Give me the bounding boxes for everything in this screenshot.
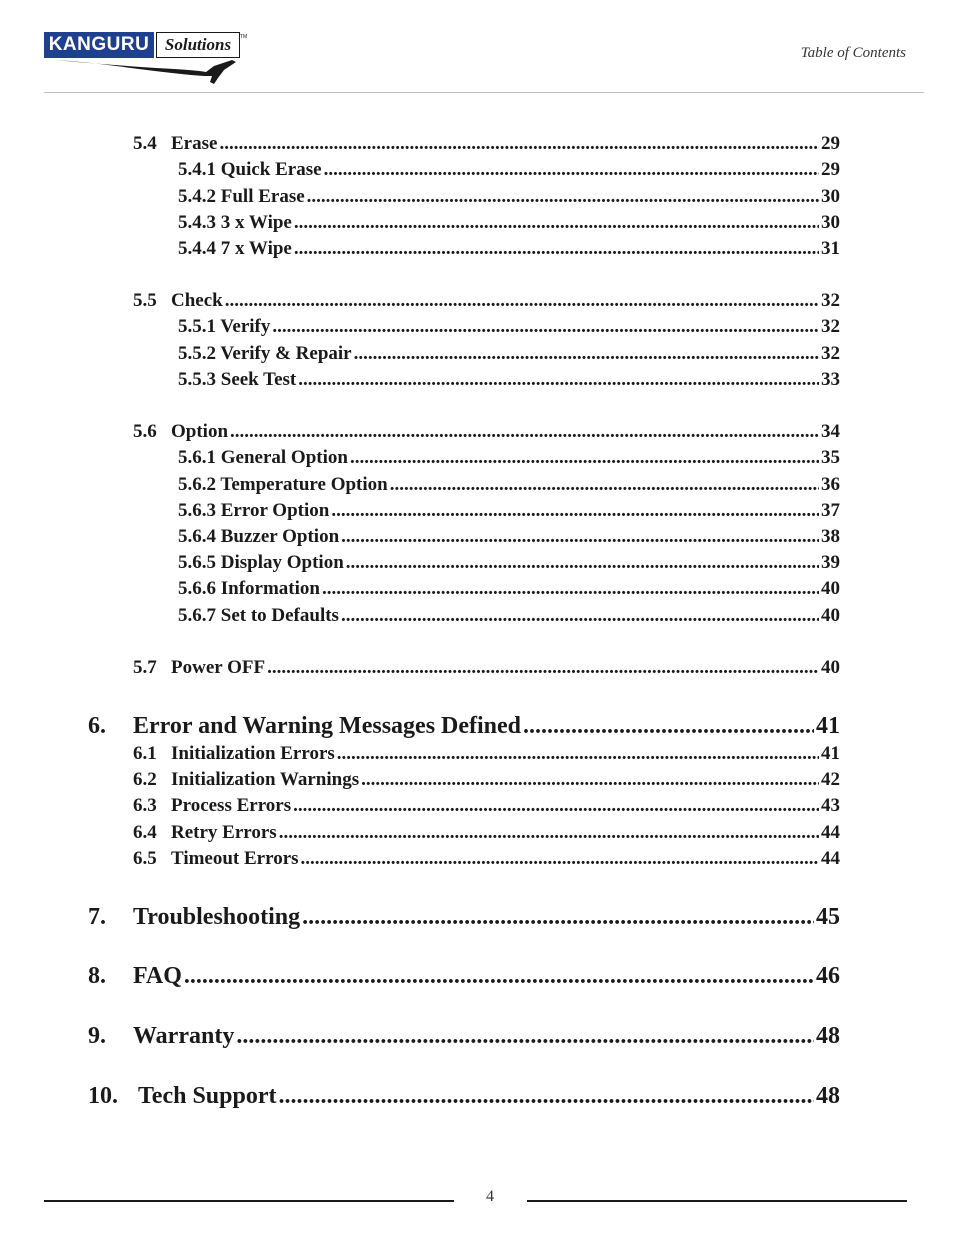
toc-label: 5.6.4 Buzzer Option (178, 526, 340, 547)
toc-page: 30 (821, 186, 840, 207)
toc-entry-5-4[interactable] (133, 133, 840, 155)
toc-number: 5.6 (133, 421, 157, 442)
toc-label: Timeout Errors (171, 848, 299, 869)
toc-label: 5.5.2 Verify & Repair (178, 343, 352, 364)
toc-chapter-8[interactable] (88, 963, 840, 990)
toc-entry-5-4-1[interactable] (178, 159, 840, 181)
toc-page: 31 (821, 238, 840, 259)
toc-number: 9. (88, 1023, 106, 1049)
toc-leader (294, 212, 819, 234)
toc-label: 5.4.2 Full Erase (178, 186, 305, 207)
toc-label: 5.5.1 Verify (178, 316, 271, 337)
toc-leader (307, 186, 819, 208)
toc-number: 6.3 (133, 795, 157, 816)
toc-page: 38 (821, 526, 840, 547)
toc-number: 6.5 (133, 848, 157, 869)
toc-leader (390, 474, 819, 496)
footer-divider-right (527, 1200, 907, 1202)
toc-entry-5-6-5[interactable] (178, 552, 840, 574)
toc-entry-6-2[interactable] (133, 769, 840, 791)
toc-label: 5.4.4 7 x Wipe (178, 238, 292, 259)
toc-page: 48 (816, 1023, 840, 1049)
toc-page: 40 (821, 657, 840, 678)
toc-number: 6.4 (133, 822, 157, 843)
toc-label: 5.6.1 General Option (178, 447, 348, 468)
toc-page: 45 (816, 904, 840, 930)
toc-label: 5.6.3 Error Option (178, 500, 330, 521)
toc-number: 6.2 (133, 769, 157, 790)
toc-leader (341, 605, 819, 627)
toc-label: 5.5.3 Seek Test (178, 369, 297, 390)
toc-page: 44 (821, 822, 840, 843)
toc-label: Initialization Errors (171, 743, 335, 764)
toc-leader (293, 795, 819, 817)
toc-label: Process Errors (171, 795, 292, 816)
toc-leader (331, 500, 819, 522)
toc-entry-5-5-3[interactable] (178, 369, 840, 391)
toc-label: 5.6.6 Information (178, 578, 320, 599)
toc-label: Troubleshooting (133, 904, 301, 930)
toc-chapter-7[interactable] (88, 904, 840, 931)
toc-page: 34 (821, 421, 840, 442)
toc-page: 40 (821, 578, 840, 599)
toc-label: Initialization Warnings (171, 769, 360, 790)
toc-leader (350, 447, 819, 469)
toc-entry-6-3[interactable] (133, 795, 840, 817)
toc-number: 7. (88, 904, 106, 930)
toc-leader (267, 657, 819, 679)
toc-label: Check (171, 290, 223, 311)
toc-entry-6-4[interactable] (133, 822, 840, 844)
toc-leader (322, 578, 819, 600)
page-number: 4 (486, 1188, 494, 1205)
toc-label: 5.6.5 Display Option (178, 552, 344, 573)
toc-leader (302, 904, 814, 931)
toc-entry-5-6-3[interactable] (178, 500, 840, 522)
toc-leader (341, 526, 819, 548)
toc-leader (279, 1083, 815, 1110)
toc-leader (236, 1023, 814, 1050)
toc-label: Option (171, 421, 229, 442)
toc-label: Retry Errors (171, 822, 277, 843)
toc-entry-6-1[interactable] (133, 743, 840, 765)
toc-leader (354, 343, 819, 365)
toc-leader (219, 133, 819, 155)
toc-entry-5-5-1[interactable] (178, 316, 840, 338)
toc-label: 5.6.2 Temperature Option (178, 474, 388, 495)
toc-label: Erase (171, 133, 218, 154)
toc-chapter-9[interactable] (88, 1023, 840, 1050)
footer-divider-left (44, 1200, 454, 1202)
toc-label: Power OFF (171, 657, 266, 678)
toc-page: 48 (816, 1083, 840, 1109)
logo-trademark: TM (240, 34, 248, 40)
toc-label: Error and Warning Messages Defined (133, 713, 522, 739)
header-section-title: Table of Contents (800, 45, 906, 61)
toc-leader (346, 552, 819, 574)
toc-leader (523, 713, 814, 740)
toc-page: 42 (821, 769, 840, 790)
toc-page: 29 (821, 133, 840, 154)
toc-label: 5.4.3 3 x Wipe (178, 212, 292, 233)
toc-page: 29 (821, 159, 840, 180)
toc-page: 30 (821, 212, 840, 233)
toc-label: FAQ (133, 963, 182, 989)
toc-number: 6. (88, 713, 106, 739)
toc-label: 5.6.7 Set to Defaults (178, 605, 339, 626)
toc-page: 44 (821, 848, 840, 869)
toc-entry-5-4-4[interactable] (178, 238, 840, 260)
toc-number: 5.7 (133, 657, 157, 678)
toc-page: 33 (821, 369, 840, 390)
toc-leader (294, 238, 819, 260)
toc-number: 5.5 (133, 290, 157, 311)
toc-number: 8. (88, 963, 106, 989)
toc-number: 6.1 (133, 743, 157, 764)
toc-leader (298, 369, 819, 391)
toc-entry-5-6-4[interactable] (178, 526, 840, 548)
toc-page: 32 (821, 343, 840, 364)
toc-page: 36 (821, 474, 840, 495)
logo-script: Solutions (156, 32, 240, 58)
toc-page: 41 (816, 713, 840, 739)
toc-page: 35 (821, 447, 840, 468)
toc-leader (361, 769, 819, 791)
toc-leader (225, 290, 819, 312)
toc-label: 5.4.1 Quick Erase (178, 159, 322, 180)
toc-number: 10. (88, 1083, 118, 1109)
toc-leader (301, 848, 819, 870)
toc-entry-5-7[interactable] (133, 657, 840, 679)
toc-entry-5-6[interactable] (133, 421, 840, 443)
toc-entry-5-4-3[interactable] (178, 212, 840, 234)
toc-page: 40 (821, 605, 840, 626)
toc-entry-5-5[interactable] (133, 290, 840, 312)
toc-page: 32 (821, 316, 840, 337)
toc-chapter-10[interactable] (88, 1083, 840, 1110)
toc-entry-5-6-1[interactable] (178, 447, 840, 469)
toc-page: 41 (821, 743, 840, 764)
toc-page: 39 (821, 552, 840, 573)
toc-entry-6-5[interactable] (133, 848, 840, 870)
toc-entry-5-4-2[interactable] (178, 186, 840, 208)
toc-leader (272, 316, 819, 338)
toc-leader (184, 963, 814, 990)
toc-page: 32 (821, 290, 840, 311)
toc-label: Tech Support (138, 1083, 277, 1109)
toc-leader (324, 159, 819, 181)
toc-chapter-6[interactable] (88, 713, 840, 740)
toc-leader (279, 822, 819, 844)
toc-page: 37 (821, 500, 840, 521)
toc-leader (337, 743, 819, 765)
toc-entry-5-6-2[interactable] (178, 474, 840, 496)
toc-label: Warranty (133, 1023, 235, 1049)
toc-page: 43 (821, 795, 840, 816)
toc-number: 5.4 (133, 133, 157, 154)
toc-entry-5-6-6[interactable] (178, 578, 840, 600)
toc-entry-5-6-7[interactable] (178, 605, 840, 627)
toc-entry-5-5-2[interactable] (178, 343, 840, 365)
toc-page: 46 (816, 963, 840, 989)
logo-wordmark: KANGURU (44, 32, 154, 58)
toc-leader (230, 421, 819, 443)
